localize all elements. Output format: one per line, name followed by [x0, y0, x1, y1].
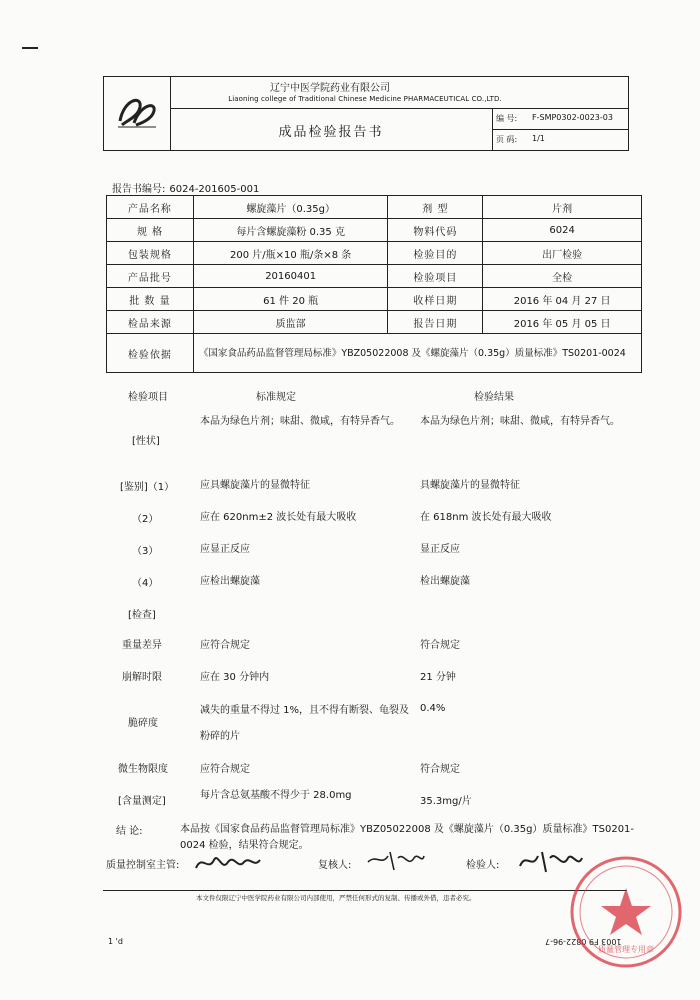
result-value: 本品为绿色片剂；味甜、微咸，有特异香气。 [420, 416, 620, 427]
material-code: 6024 [483, 219, 642, 242]
result-standard: 应在 30 分钟内 [200, 672, 270, 683]
result-standard: 每片含总氨基酸不得少于 28.0mg [200, 790, 352, 801]
header-divider [170, 108, 628, 109]
table-row [107, 288, 642, 311]
result-item: （3） [132, 546, 159, 557]
item: 全检 [483, 265, 642, 288]
dosage-form: 片剂 [483, 196, 642, 219]
table-row [107, 265, 642, 288]
report-date-label: 报告日期 [388, 311, 483, 334]
reviewer-label: 复核人: [318, 860, 352, 871]
batch: 20160401 [193, 265, 388, 288]
product-name-label: 产品名称 [107, 196, 194, 219]
material-code-label: 物料代码 [388, 219, 483, 242]
result-item: （4） [132, 578, 159, 589]
table-row [107, 196, 642, 219]
page-label: 页 码: [496, 135, 518, 144]
result-value: 符合规定 [420, 764, 460, 775]
report-date: 2016 年 05 月 05 日 [483, 311, 642, 334]
result-item: 崩解时限 [122, 672, 162, 683]
inspector-label: 检验人: [466, 860, 500, 871]
code-label: 编 号: [496, 114, 518, 123]
result-item: [鉴别]（1） [120, 482, 175, 493]
package: 200 片/瓶×10 瓶/条×8 条 [193, 242, 388, 265]
table-row [107, 219, 642, 242]
purpose: 出厂检验 [483, 242, 642, 265]
result-item: [含量测定] [118, 796, 166, 807]
conclusion-text: 本品按《国家食品药品监督管理局标准》YBZ05022008 及《螺旋藻片（0.35g）质量标准》TS0201-0024 检验，结果符合规定。 [180, 824, 635, 851]
package-label: 包装规格 [107, 242, 194, 265]
result-standard: 应符合规定 [200, 640, 250, 651]
item-label: 检验项目 [388, 265, 483, 288]
company-name-en: Liaoning college of Traditional Chinese Medicine PHARMACEUTICAL CO.,LTD. [228, 95, 502, 103]
result-item: [性状] [132, 436, 160, 447]
reviewer-signature [366, 848, 426, 874]
purpose-label: 检验目的 [388, 242, 483, 265]
bottom-right-mark: 1003 F9 0822-96-7 [545, 937, 622, 946]
result-value: 具螺旋藻片的显微特征 [420, 480, 520, 491]
conclusion-label: 结 论: [116, 826, 143, 837]
table-row [107, 334, 642, 373]
quantity: 61 件 20 瓶 [193, 288, 388, 311]
code-value: F-SMP0302-0023-03 [532, 113, 613, 122]
result-value: 0.4% [420, 703, 446, 714]
source-label: 检品来源 [107, 311, 194, 334]
dosage-form-label: 剂 型 [388, 196, 483, 219]
document-title: 成品检验报告书 [278, 125, 384, 140]
result-value: 检出螺旋藻 [420, 576, 470, 587]
quantity-label: 批 数 量 [107, 288, 194, 311]
report-number-value: 6024-201605-001 [169, 184, 260, 195]
product-name: 螺旋藻片（0.35g） [193, 196, 388, 219]
result-value: 21 分钟 [420, 672, 456, 683]
spec-label: 规 格 [107, 219, 194, 242]
result-standard: 应检出螺旋藻 [200, 576, 260, 587]
col-result-header: 检验结果 [474, 392, 514, 403]
company-logo-icon [112, 91, 162, 133]
result-value: 35.3mg/片 [420, 796, 472, 807]
footer-rule [103, 890, 627, 891]
company-name-cn: 辽宁中医学院药业有限公司 [270, 83, 390, 94]
company-stamp-icon [566, 852, 686, 972]
received-label: 收样日期 [388, 288, 483, 311]
report-number-label: 报告书编号: [112, 184, 166, 195]
bottom-left-mark: 1 'd [108, 937, 123, 946]
qc-manager-signature [194, 850, 264, 876]
result-item: 脆碎度 [128, 718, 158, 729]
result-value: 在 618nm 波长处有最大吸收 [420, 512, 552, 523]
footer-note: 本文件仅限辽宁中医学院药业有限公司内部使用，严禁任何形式的复制、传播或外借，违者必究。 [196, 894, 476, 902]
result-value: 符合规定 [420, 640, 460, 651]
result-standard: 应符合规定 [200, 764, 250, 775]
col-item-header: 检验项目 [128, 392, 168, 403]
result-item: 微生物限度 [118, 764, 168, 775]
result-item: [检查] [128, 610, 156, 621]
received-date: 2016 年 04 月 27 日 [483, 288, 642, 311]
table-row [107, 311, 642, 334]
logo-cell [104, 77, 171, 150]
result-standard: 应在 620nm±2 波长处有最大吸收 [200, 512, 357, 523]
result-standard: 减失的重量不得过 1%，且不得有断裂、龟裂及粉碎的片 [200, 705, 410, 742]
result-item: 重量差异 [122, 640, 162, 651]
table-row [107, 242, 642, 265]
result-standard: 应具螺旋藻片的显微特征 [200, 480, 310, 491]
result-standard: 应显正反应 [200, 544, 250, 555]
basis-label: 检验依据 [107, 334, 194, 373]
page-value: 1/1 [532, 134, 545, 143]
report-number [112, 180, 263, 195]
source: 质监部 [193, 311, 388, 334]
result-standard: 本品为绿色片剂；味甜、微咸，有特异香气。 [200, 416, 400, 427]
stray-mark [22, 47, 38, 49]
product-info-table [106, 195, 642, 373]
col-standard-header: 标准规定 [256, 392, 296, 403]
batch-label: 产品批号 [107, 265, 194, 288]
svg-text:质量管理专用章: 质量管理专用章 [598, 945, 654, 954]
document-header [103, 76, 629, 151]
result-value: 显正反应 [420, 544, 460, 555]
header-mid-divider [492, 129, 628, 130]
qc-manager-label: 质量控制室主管: [106, 860, 180, 871]
result-item: （2） [132, 514, 159, 525]
spec: 每片含螺旋藻粉 0.35 克 [193, 219, 388, 242]
basis: 《国家食品药品监督管理局标准》YBZ05022008 及《螺旋藻片（0.35g）质量标准》TS0201-0024 [193, 334, 641, 373]
